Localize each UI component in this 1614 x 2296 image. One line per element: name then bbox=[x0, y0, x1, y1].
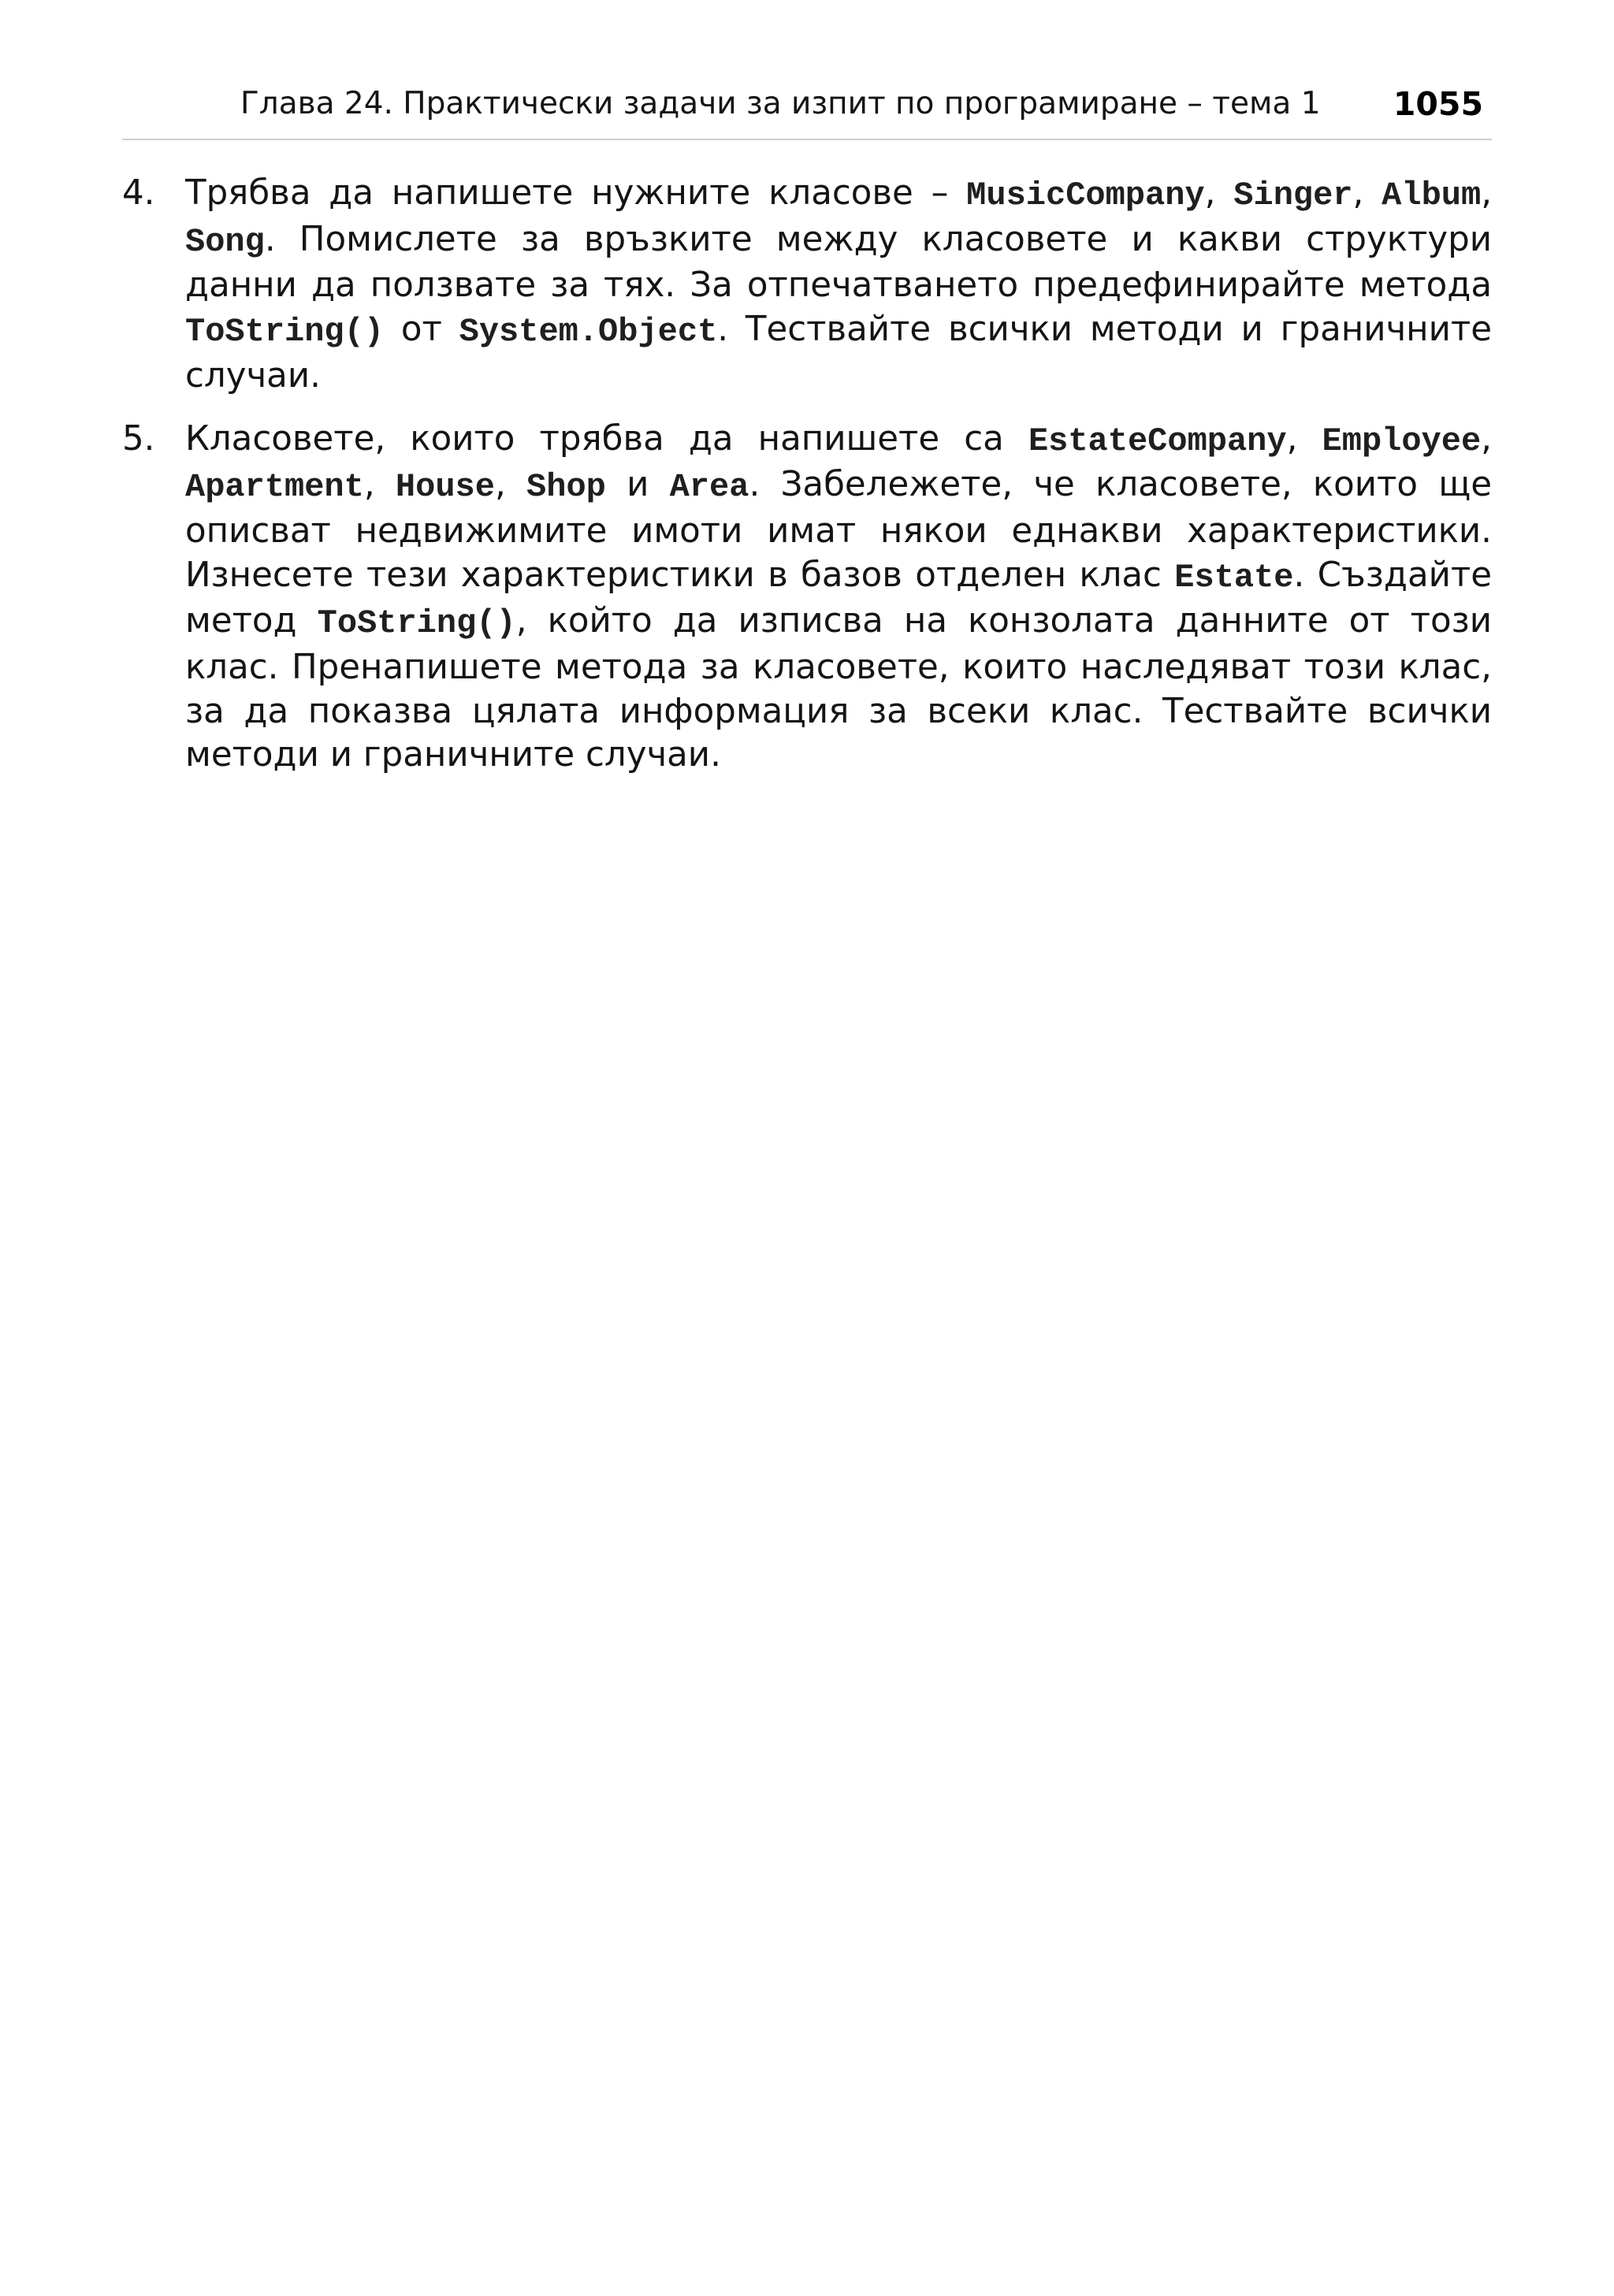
page-header bbox=[122, 82, 1483, 126]
code-identifier: MusicCompany bbox=[966, 176, 1205, 214]
text-segment: от bbox=[384, 310, 459, 350]
code-identifier: ToString() bbox=[185, 313, 385, 351]
exercise-number: 5. bbox=[122, 418, 155, 459]
text-segment: , bbox=[1204, 173, 1234, 213]
text-segment: , bbox=[494, 465, 527, 505]
text-segment: , bbox=[363, 465, 396, 505]
code-identifier: System.Object bbox=[459, 313, 718, 351]
code-identifier: House bbox=[395, 468, 495, 507]
header-divider bbox=[122, 139, 1492, 140]
code-identifier: Apartment bbox=[185, 468, 364, 507]
exercise-item bbox=[122, 172, 1492, 399]
text-segment: . Помислете за връзките между класовете и какви структури данни да ползвате за тях. За отпечатването предефинирайте метода bbox=[185, 219, 1492, 306]
code-identifier: Employee bbox=[1322, 422, 1482, 460]
exercise-list bbox=[122, 172, 1492, 797]
text-segment: , който да изписва на конзолата данните от този клас. Пренапишете метода за класовете, които наследяват този клас, за да показва цялата информация за всеки клас. Тествайте всички методи и граничните случаи. bbox=[185, 601, 1492, 775]
chapter-title: Глава 24. Практически задачи за изпит по програмиране – тема 1 bbox=[240, 86, 1321, 121]
code-identifier: ToString() bbox=[317, 604, 516, 643]
code-identifier: Estate bbox=[1174, 558, 1294, 596]
text-segment: и bbox=[605, 465, 670, 505]
code-identifier: Singer bbox=[1233, 176, 1353, 214]
code-identifier: EstateCompany bbox=[1028, 422, 1287, 460]
exercise-item bbox=[122, 418, 1492, 778]
code-identifier: Song bbox=[185, 222, 265, 261]
text-segment: . Създайте метод bbox=[185, 555, 1492, 641]
code-identifier: Shop bbox=[526, 468, 606, 507]
exercise-text bbox=[185, 418, 1492, 778]
text-segment: Класовете, които трябва да напишете са bbox=[185, 418, 1028, 459]
text-segment: , bbox=[1352, 173, 1382, 213]
exercise-number: 4. bbox=[122, 173, 155, 213]
text-segment: , bbox=[1286, 418, 1322, 459]
code-identifier: Area bbox=[669, 468, 749, 507]
text-segment: Трябва да напишете нужните класове – bbox=[185, 173, 967, 213]
exercise-text bbox=[185, 172, 1492, 399]
text-segment: , bbox=[1481, 418, 1492, 459]
code-identifier: Album bbox=[1382, 176, 1482, 214]
text-segment: . Тествайте всички методи и граничните случаи. bbox=[185, 310, 1492, 396]
text-segment: , bbox=[1481, 173, 1493, 213]
page-number: 1055 bbox=[1393, 85, 1483, 123]
text-segment: . Забележете, че класовете, които ще описват недвижимите имоти имат някои еднакви характеристики. Изнесете тези характеристики в базов отделен клас bbox=[185, 465, 1492, 595]
